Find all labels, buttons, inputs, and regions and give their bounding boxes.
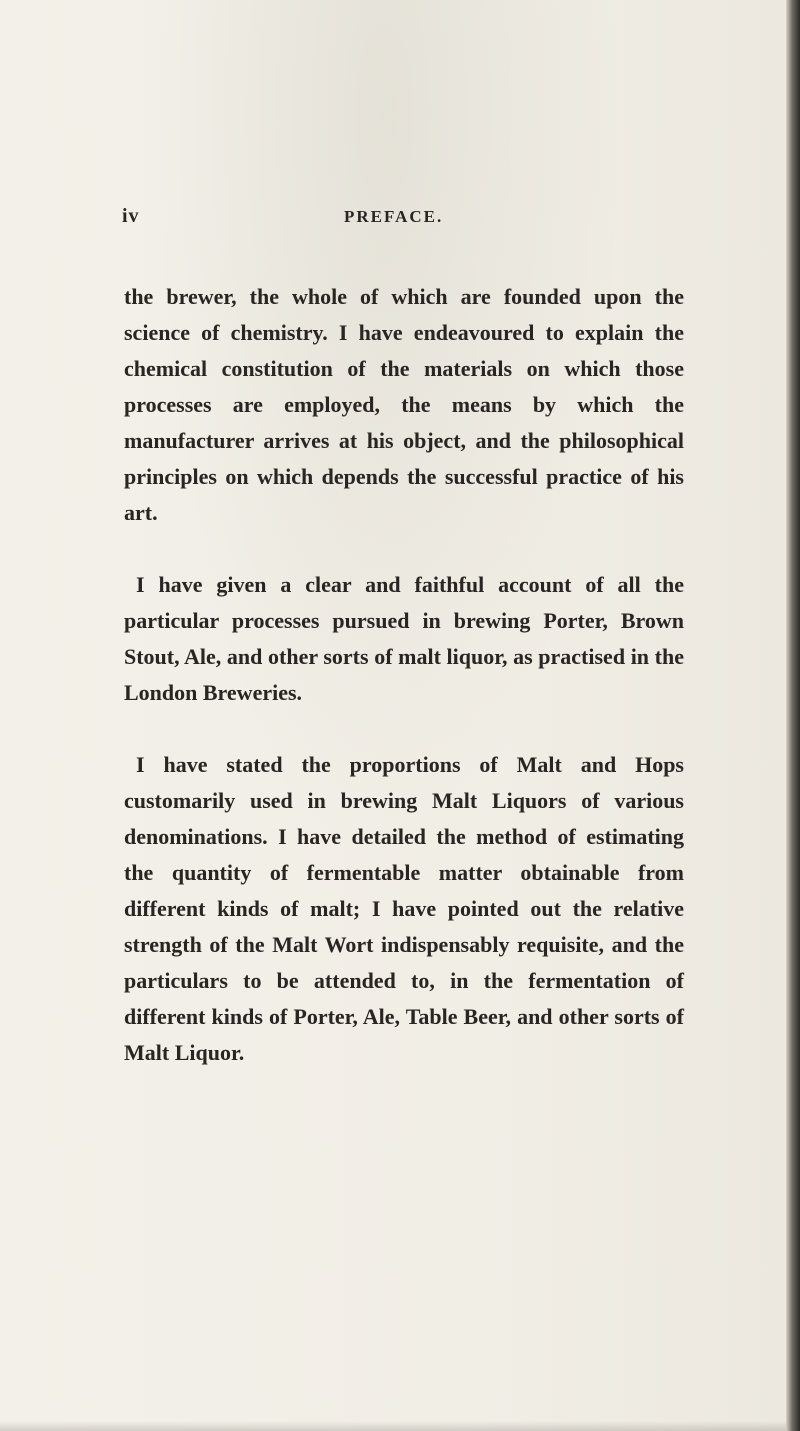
paragraph-3: I have stated the proportions of Malt and Hops customarily used in brewing Malt Liquors of various denominations. I have detailed the method of estimating the quantity of fermentable matter obtainable from different kinds of malt; I have pointed out the relative strength of the Malt Wort indispensably requisite, and the particulars to be attended to, in the fermentation of different kinds of Porter, Ale, Table Beer, and other sorts of Malt Liquor. (124, 752, 684, 1065)
body-text (124, 279, 684, 1071)
page-number: iv (122, 205, 140, 227)
page-binding-edge (786, 0, 800, 1431)
running-head: PREFACE. (344, 207, 444, 226)
paragraph-2: I have given a clear and faithful account of all the particular processes pursued in brewing Porter, Brown Stout, Ale, and other sorts of malt liquor, as practised in the London Breweries. (124, 572, 684, 705)
page-bottom-shadow (0, 1421, 786, 1431)
paragraph-1: the brewer, the whole of which are founded upon the science of chemistry. I have endeavoured to explain the chemical constitution of the materials on which those processes are employed, the means by which the manufacturer arrives at his object, and the philosophical principles on which depends the successful practice of his art. (124, 284, 684, 525)
page-header (122, 205, 682, 231)
